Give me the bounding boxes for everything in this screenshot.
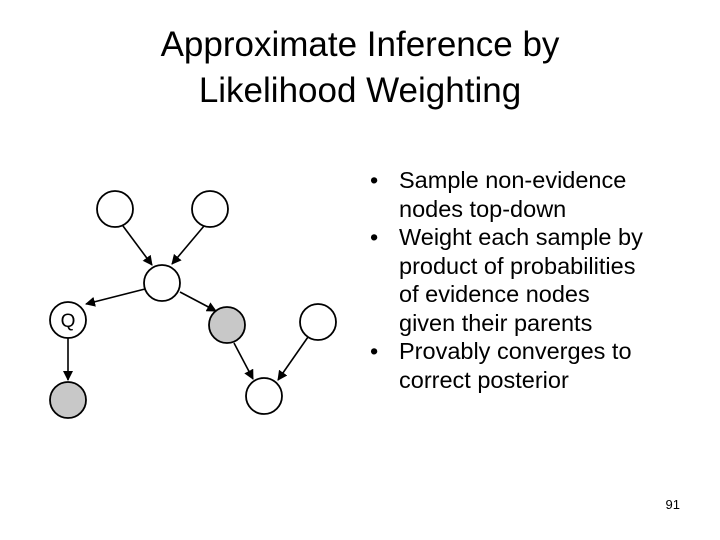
edge-top-right-to-middle <box>172 226 204 264</box>
edge-right-node-to-bottom <box>278 337 308 380</box>
node-top-right <box>192 191 228 227</box>
edge-top-left-to-middle <box>123 226 152 265</box>
edge-middle-to-evidence-right <box>180 292 216 311</box>
bullet-line: product of probabilities <box>399 252 636 279</box>
node-query-label: Q <box>60 311 76 332</box>
edge-middle-to-q <box>86 289 145 304</box>
node-bottom <box>246 378 282 414</box>
edge-evidence-right-to-bottom <box>234 343 253 379</box>
bullet-line: Provably converges to <box>399 338 632 364</box>
bullet-dot: • <box>370 338 379 364</box>
bullet-list <box>370 166 710 394</box>
bullet-dot: • <box>370 224 379 250</box>
bullet-line: given their parents <box>399 309 593 336</box>
bullet-line: Sample non-evidence <box>399 167 627 193</box>
bullet-line: of evidence nodes <box>399 281 590 307</box>
title-line-2: Likelihood Weighting <box>198 71 522 110</box>
bullet-line: correct posterior <box>399 366 569 393</box>
bullet-line: Weight each sample by <box>399 224 643 250</box>
node-top-left <box>97 191 133 227</box>
node-evidence-left <box>50 382 86 418</box>
title-line-1: Approximate Inference by <box>160 25 560 64</box>
node-middle <box>144 265 180 301</box>
page-number: 91 <box>665 497 680 512</box>
node-evidence-right <box>209 307 245 343</box>
bullet-item <box>370 223 710 337</box>
bullet-item <box>370 337 710 394</box>
node-right <box>300 304 336 340</box>
bullet-line: nodes top-down <box>399 195 567 222</box>
bullet-item <box>370 166 710 223</box>
bullet-dot: • <box>370 167 379 193</box>
